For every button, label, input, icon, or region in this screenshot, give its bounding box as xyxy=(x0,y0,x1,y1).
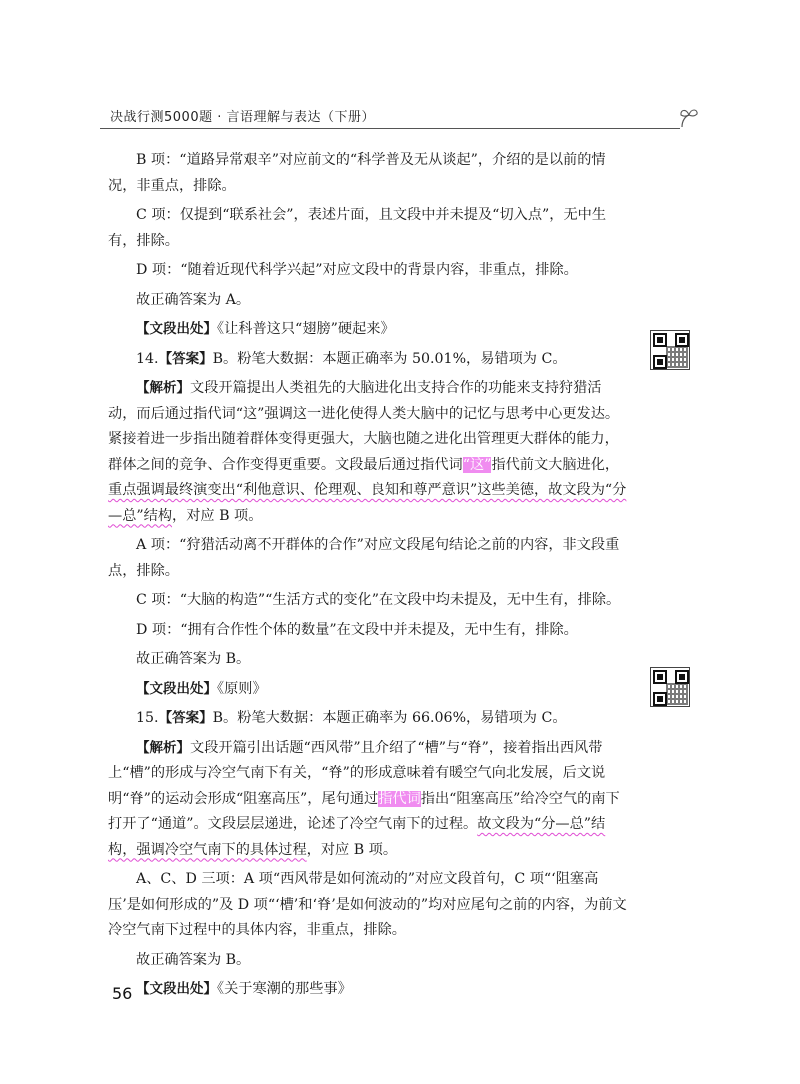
q14-answer xyxy=(108,347,628,373)
header-rule xyxy=(100,128,680,129)
q15-conclusion: 故正确答案为 B。 xyxy=(136,951,251,968)
q14-option-c: C 项：“大脑的构造”“生活方式的变化”在文段中均未提及，无中生有，排除。 xyxy=(136,592,621,608)
answer-label: 【答案】 xyxy=(158,350,213,367)
analysis-text: 指出“阻塞高压”给冷空气的南下打开了“通道”。文段层层递进，论述了冷空气南下的过程。 xyxy=(108,790,620,832)
q15-answer xyxy=(108,706,628,732)
q13-option-b: B 项：“道路异常艰辛”对应前文的“科学普及无从谈起”，介绍的是以前的情况，非重点，排除。 xyxy=(108,152,606,194)
book-title: 决战行测5000题 · 言语理解与表达（下册） xyxy=(110,110,375,125)
analysis-text: ，对应 B 项。 xyxy=(306,841,398,858)
wavy-underlined-text: 重点强调最终演变出“利他意识、伦理观、良知和尊严意识”这些美德，故文段为“分—总”结构 xyxy=(108,482,627,524)
analysis-label: 【解析】 xyxy=(136,739,190,756)
highlighted-term: “这” xyxy=(462,456,492,473)
source-label: 【文段出处】 xyxy=(136,680,217,697)
q15-options-acd: A、C、D 三项：A 项“西风带是如何流动的”对应文段首句，C 项“‘阻塞高压’是如何形成的”及 D 项“‘槽’和‘脊’是如何波动的”均对应尾句之前的内容，为前文冷空气南下过程中的具体内容，非重点，排除。 xyxy=(108,871,627,938)
running-header xyxy=(100,104,700,128)
q15-source xyxy=(108,977,628,1003)
q14-source xyxy=(108,677,628,703)
source-label: 【文段出处】 xyxy=(136,981,217,997)
answer-text: B。粉笔大数据：本题正确率为 66.06%，易错项为 C。 xyxy=(212,710,567,726)
analysis-text: 文段开篇引出话题“西风带”且介绍了“槽”与“脊”，接着指出西风带上“槽”的形成与冷空气南下有关，“脊”的形成意味着有暖空气向北发展，后文说明“脊”的运动会形成“阻塞高压”，尾句通过 xyxy=(108,739,606,807)
q13-conclusion: 故正确答案为 A。 xyxy=(136,291,251,308)
q13-source xyxy=(108,317,628,343)
q14-conclusion: 故正确答案为 B。 xyxy=(136,651,251,667)
analysis-text: ，对应 B 项。 xyxy=(172,507,263,524)
source-title: 《关于寒潮的那些事》 xyxy=(217,981,352,997)
page-number: 56 xyxy=(112,984,133,1003)
q15-analysis xyxy=(108,736,628,864)
q14-option-a: A 项：“狩猎活动离不开群体的合作”对应文段尾句结论之前的内容，非文段重点，排除。 xyxy=(108,537,620,579)
source-title: 《让科普这只“翅膀”硬起来》 xyxy=(217,321,395,337)
highlighted-term: 指代词 xyxy=(378,790,421,807)
answer-label: 【答案】 xyxy=(158,710,213,726)
source-label: 【文段出处】 xyxy=(136,321,217,337)
sprout-icon xyxy=(678,106,700,128)
qr-code-icon[interactable] xyxy=(650,667,690,707)
question-number: 14. xyxy=(136,350,159,367)
analysis-text: 文段开篇提出人类祖先的大脑进化出支持合作的功能来支持狩猎活动，而后通过指代词“这”强调这一进化使得人类大脑中的记忆与思考中心更发达。紧接着进一步指出随着群体变得更强大，大脑也随之进化出管理更大群体的能力，群体之间的竞争、合作变得更重要。文段最后通过指代词 xyxy=(108,380,620,473)
q13-option-c: C 项：仅提到“联系社会”，表述片面，且文段中并未提及“切入点”，无中生有，排除。 xyxy=(108,207,607,249)
wavy-underlined-text: 故文段为“分—总”结构，强调冷空气南下的具体过程 xyxy=(108,816,606,858)
question-number: 15. xyxy=(136,710,159,726)
page-body xyxy=(108,148,628,1003)
q14-option-d: D 项：“拥有合作性个体的数量”在文段中并未提及，无中生有，排除。 xyxy=(136,621,578,638)
q14-analysis xyxy=(108,376,628,529)
source-title: 《原则》 xyxy=(217,680,267,697)
q13-option-d: D 项：“随着近现代科学兴起”对应文段中的背景内容，非重点，排除。 xyxy=(136,262,578,278)
answer-text: B。粉笔大数据：本题正确率为 50.01%，易错项为 C。 xyxy=(212,350,567,367)
analysis-label: 【解析】 xyxy=(136,380,190,396)
qr-code-icon[interactable] xyxy=(650,330,690,370)
analysis-text: 指代前文大脑进化， xyxy=(491,456,620,473)
